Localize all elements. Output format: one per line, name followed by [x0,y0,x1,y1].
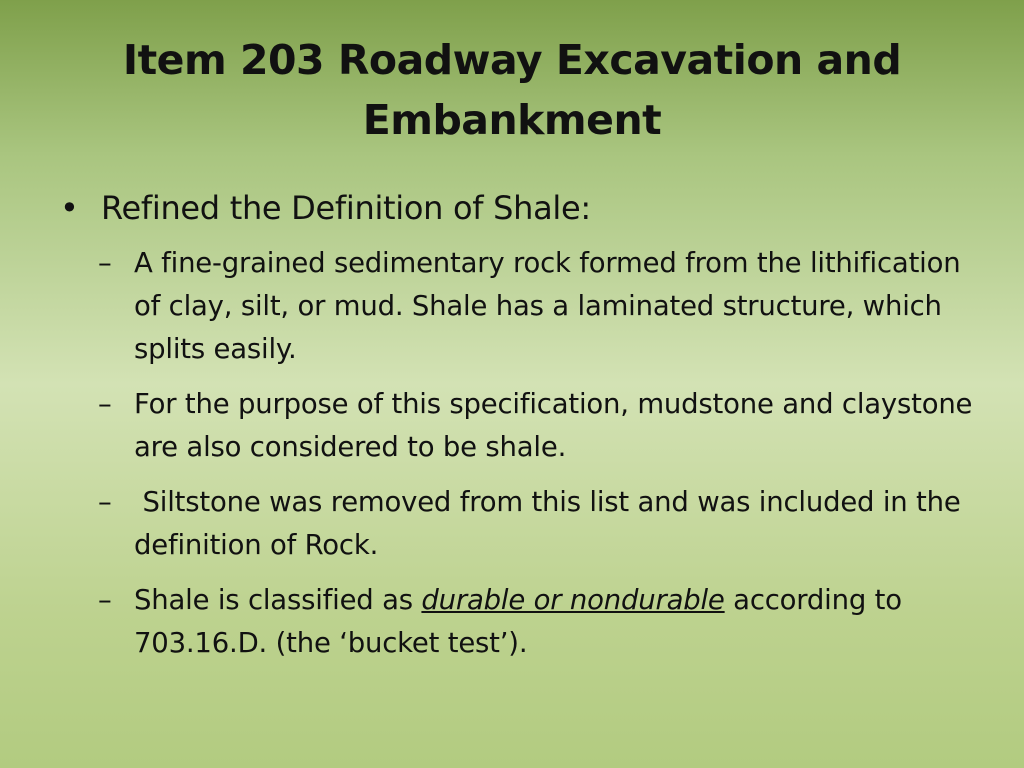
dash-marker: – [98,486,112,518]
bullet-text: Refined the Definition of Shale: [101,189,591,227]
bullet-item [56,186,976,230]
dash-marker: – [98,388,112,420]
sub-bullet-item-3 [56,481,976,567]
sub-bullet-item-4 [56,579,976,665]
sub-bullet-text-before: Shale is classified as [134,584,422,616]
emphasized-term: durable or nondurable [421,584,725,616]
sub-bullet-text: A fine-grained sedimentary rock formed from the lithification of clay, silt, or mud. Shale has a laminated structure, which splits easily. [134,247,961,365]
sub-bullet-text-after: according to 703.16.D. (the ‘bucket test’). [134,584,911,659]
sub-bullet-text: Siltstone was removed from this list and was included in the definition of Rock. [134,486,970,561]
slide-content [56,186,976,677]
dash-marker: – [98,247,112,279]
slide-title: Item 203 Roadway Excavation and Embankment [122,36,902,144]
sub-bullet-item-1 [56,242,976,371]
dash-marker: – [98,584,112,616]
sub-bullet-text: For the purpose of this specification, mudstone and claystone are also considered to be shale. [134,388,973,463]
bullet-marker: • [60,189,79,227]
sub-bullet-item-2 [56,383,976,469]
